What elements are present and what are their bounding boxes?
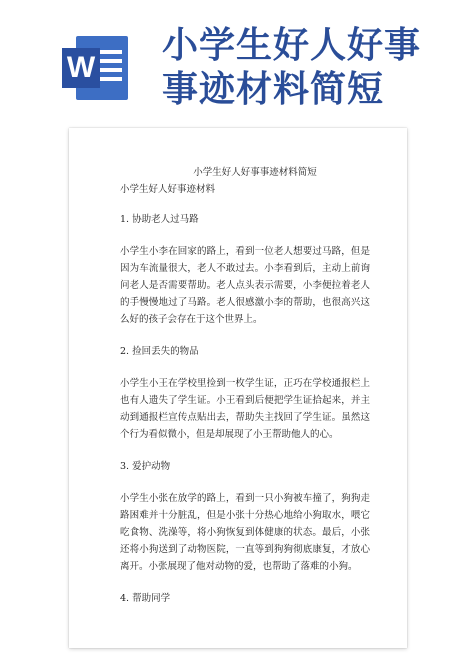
section-body-3: 小学生小张在放学的路上，看到一只小狗被车撞了，狗狗走路困难并十分脏乱，但是小张十分热心地给小狗取水，喂它吃食物、洗澡等，将小狗恢复到体健康的状态。最后，小张还将小狗送到了动物医院，一直等到狗狗彻底康复，才放心离开。小张展现了他对动物的爱，也帮助了落难的小狗。 xyxy=(120,493,370,572)
section-body-2: 小学生小王在学校里捡到一枚学生证，正巧在学校通报栏上也有人遗失了学生证。小王看到后便把学生证拾起来，并主动到通报栏宣传点贴出去，帮助失主找回了学生证。虽然这个行为看似微小，但是却展现了小王帮助他人的心。 xyxy=(120,378,370,440)
document-page xyxy=(69,128,407,648)
section-heading-1: 1. 协助老人过马路 xyxy=(120,214,199,225)
word-document-icon xyxy=(62,36,128,100)
document-content xyxy=(120,164,370,622)
header-title: 小学生好人好事事迹材料简短 xyxy=(162,25,422,110)
page-header xyxy=(0,0,474,120)
section-heading-2: 2. 捡回丢失的物品 xyxy=(120,346,199,357)
document-title: 小学生好人好事事迹材料简短 xyxy=(193,167,317,178)
section-heading-3: 3. 爱护动物 xyxy=(120,461,171,472)
section-body-1: 小学生小李在回家的路上，看到一位老人想要过马路，但是因为车流量很大，老人不敢过去。小李看到后，主动上前询问老人是否需要帮助。老人点头表示需要，小李便拉着老人的手慢慢地过了马路。老人很感激小李的帮助，也很高兴这么好的孩子会存在于这个世界上。 xyxy=(120,246,370,325)
word-icon-letter: W xyxy=(62,48,100,88)
document-subtitle: 小学生好人好事迹材料 xyxy=(120,184,216,195)
section-heading-4: 4. 帮助同学 xyxy=(120,593,171,604)
